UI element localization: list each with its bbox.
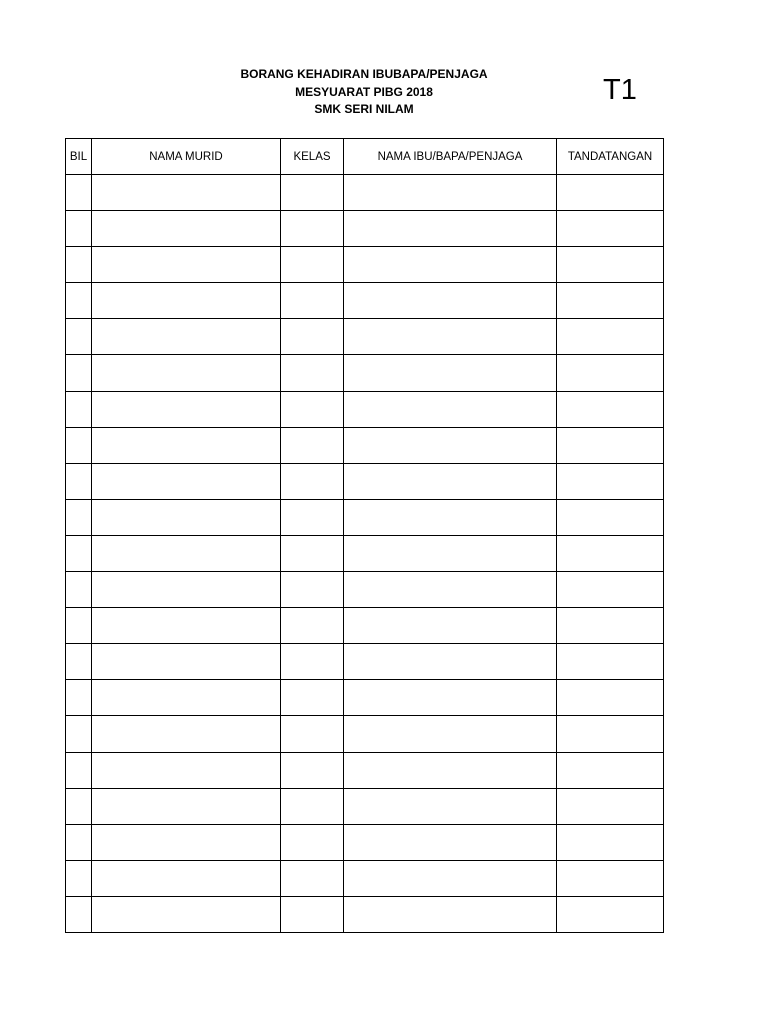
cell-bil[interactable] (66, 824, 92, 860)
cell-tandatangan[interactable] (557, 211, 664, 247)
table-row (66, 427, 664, 463)
header-nama-ibu-bapa-penjaga: NAMA IBU/BAPA/PENJAGA (344, 139, 557, 175)
table-row (66, 788, 664, 824)
header-bil: BIL (66, 139, 92, 175)
cell-nama-ibu-bapa-penjaga[interactable] (344, 788, 557, 824)
cell-nama-ibu-bapa-penjaga[interactable] (344, 752, 557, 788)
cell-tandatangan[interactable] (557, 319, 664, 355)
form-title-line-3: SMK SERI NILAM (314, 102, 414, 116)
table-row (66, 752, 664, 788)
cell-nama-ibu-bapa-penjaga[interactable] (344, 572, 557, 608)
cell-nama-murid[interactable] (92, 680, 281, 716)
cell-tandatangan[interactable] (557, 499, 664, 535)
cell-kelas[interactable] (281, 716, 344, 752)
cell-bil[interactable] (66, 608, 92, 644)
cell-nama-murid[interactable] (92, 175, 281, 211)
table-row (66, 608, 664, 644)
cell-tandatangan[interactable] (557, 608, 664, 644)
cell-tandatangan[interactable] (557, 716, 664, 752)
cell-bil[interactable] (66, 896, 92, 932)
cell-nama-ibu-bapa-penjaga[interactable] (344, 860, 557, 896)
cell-nama-murid[interactable] (92, 283, 281, 319)
table-row (66, 499, 664, 535)
cell-nama-ibu-bapa-penjaga[interactable] (344, 535, 557, 571)
header-tandatangan: TANDATANGAN (557, 139, 664, 175)
cell-bil[interactable] (66, 463, 92, 499)
cell-tandatangan[interactable] (557, 283, 664, 319)
cell-nama-ibu-bapa-penjaga[interactable] (344, 644, 557, 680)
cell-nama-ibu-bapa-penjaga[interactable] (344, 463, 557, 499)
table-row (66, 860, 664, 896)
cell-bil[interactable] (66, 283, 92, 319)
cell-nama-murid[interactable] (92, 247, 281, 283)
table-row (66, 572, 664, 608)
table-row (66, 644, 664, 680)
attendance-table (65, 138, 664, 933)
cell-nama-murid[interactable] (92, 463, 281, 499)
cell-bil[interactable] (66, 572, 92, 608)
form-title (214, 66, 514, 119)
table-row (66, 680, 664, 716)
cell-nama-ibu-bapa-penjaga[interactable] (344, 608, 557, 644)
cell-nama-murid[interactable] (92, 860, 281, 896)
table-row (66, 463, 664, 499)
cell-tandatangan[interactable] (557, 175, 664, 211)
cell-nama-murid[interactable] (92, 608, 281, 644)
cell-nama-murid[interactable] (92, 644, 281, 680)
cell-kelas[interactable] (281, 572, 344, 608)
cell-bil[interactable] (66, 391, 92, 427)
cell-bil[interactable] (66, 680, 92, 716)
form-title-line-1: BORANG KEHADIRAN IBUBAPA/PENJAGA (240, 67, 488, 81)
cell-kelas[interactable] (281, 644, 344, 680)
form-code: T1 (603, 74, 637, 106)
cell-nama-murid[interactable] (92, 896, 281, 932)
cell-bil[interactable] (66, 175, 92, 211)
cell-kelas[interactable] (281, 247, 344, 283)
cell-bil[interactable] (66, 355, 92, 391)
cell-nama-ibu-bapa-penjaga[interactable] (344, 211, 557, 247)
cell-kelas[interactable] (281, 860, 344, 896)
cell-tandatangan[interactable] (557, 860, 664, 896)
cell-nama-ibu-bapa-penjaga[interactable] (344, 716, 557, 752)
cell-tandatangan[interactable] (557, 752, 664, 788)
table-row (66, 211, 664, 247)
table-row (66, 247, 664, 283)
table-header-row (66, 139, 664, 175)
cell-nama-ibu-bapa-penjaga[interactable] (344, 355, 557, 391)
cell-tandatangan[interactable] (557, 463, 664, 499)
cell-tandatangan[interactable] (557, 644, 664, 680)
cell-kelas[interactable] (281, 535, 344, 571)
cell-nama-murid[interactable] (92, 716, 281, 752)
table-row (66, 535, 664, 571)
cell-kelas[interactable] (281, 608, 344, 644)
table-row (66, 391, 664, 427)
cell-kelas[interactable] (281, 211, 344, 247)
cell-bil[interactable] (66, 752, 92, 788)
cell-nama-murid[interactable] (92, 499, 281, 535)
header-nama-murid: NAMA MURID (92, 139, 281, 175)
cell-kelas[interactable] (281, 175, 344, 211)
cell-nama-ibu-bapa-penjaga[interactable] (344, 283, 557, 319)
table-row (66, 319, 664, 355)
cell-bil[interactable] (66, 535, 92, 571)
cell-bil[interactable] (66, 644, 92, 680)
cell-nama-ibu-bapa-penjaga[interactable] (344, 824, 557, 860)
cell-bil[interactable] (66, 247, 92, 283)
cell-tandatangan[interactable] (557, 391, 664, 427)
cell-nama-ibu-bapa-penjaga[interactable] (344, 427, 557, 463)
cell-bil[interactable] (66, 860, 92, 896)
cell-tandatangan[interactable] (557, 788, 664, 824)
cell-nama-ibu-bapa-penjaga[interactable] (344, 391, 557, 427)
cell-tandatangan[interactable] (557, 247, 664, 283)
cell-nama-murid[interactable] (92, 535, 281, 571)
cell-kelas[interactable] (281, 499, 344, 535)
cell-tandatangan[interactable] (557, 535, 664, 571)
cell-tandatangan[interactable] (557, 896, 664, 932)
cell-nama-ibu-bapa-penjaga[interactable] (344, 680, 557, 716)
cell-nama-murid[interactable] (92, 752, 281, 788)
cell-kelas[interactable] (281, 355, 344, 391)
cell-nama-murid[interactable] (92, 572, 281, 608)
cell-kelas[interactable] (281, 463, 344, 499)
table-row (66, 716, 664, 752)
header-kelas: KELAS (281, 139, 344, 175)
cell-kelas[interactable] (281, 680, 344, 716)
table-row (66, 824, 664, 860)
cell-nama-murid[interactable] (92, 211, 281, 247)
cell-kelas[interactable] (281, 427, 344, 463)
cell-nama-murid[interactable] (92, 824, 281, 860)
cell-nama-murid[interactable] (92, 391, 281, 427)
cell-bil[interactable] (66, 427, 92, 463)
cell-tandatangan[interactable] (557, 355, 664, 391)
cell-bil[interactable] (66, 211, 92, 247)
cell-kelas[interactable] (281, 824, 344, 860)
cell-kelas[interactable] (281, 896, 344, 932)
cell-kelas[interactable] (281, 752, 344, 788)
form-title-line-2: MESYUARAT PIBG 2018 (295, 84, 433, 99)
cell-nama-ibu-bapa-penjaga[interactable] (344, 499, 557, 535)
cell-nama-murid[interactable] (92, 427, 281, 463)
cell-bil[interactable] (66, 788, 92, 824)
cell-tandatangan[interactable] (557, 680, 664, 716)
cell-kelas[interactable] (281, 319, 344, 355)
cell-kelas[interactable] (281, 391, 344, 427)
cell-nama-ibu-bapa-penjaga[interactable] (344, 319, 557, 355)
table-row (66, 896, 664, 932)
cell-nama-murid[interactable] (92, 319, 281, 355)
table-row (66, 283, 664, 319)
cell-tandatangan[interactable] (557, 427, 664, 463)
cell-bil[interactable] (66, 319, 92, 355)
cell-nama-ibu-bapa-penjaga[interactable] (344, 896, 557, 932)
cell-nama-murid[interactable] (92, 788, 281, 824)
cell-bil[interactable] (66, 499, 92, 535)
table-row (66, 175, 664, 211)
cell-tandatangan[interactable] (557, 572, 664, 608)
cell-kelas[interactable] (281, 283, 344, 319)
cell-kelas[interactable] (281, 788, 344, 824)
table-body (66, 175, 664, 933)
cell-nama-ibu-bapa-penjaga[interactable] (344, 175, 557, 211)
cell-bil[interactable] (66, 716, 92, 752)
table-row (66, 355, 664, 391)
cell-nama-ibu-bapa-penjaga[interactable] (344, 247, 557, 283)
cell-tandatangan[interactable] (557, 824, 664, 860)
cell-nama-murid[interactable] (92, 355, 281, 391)
